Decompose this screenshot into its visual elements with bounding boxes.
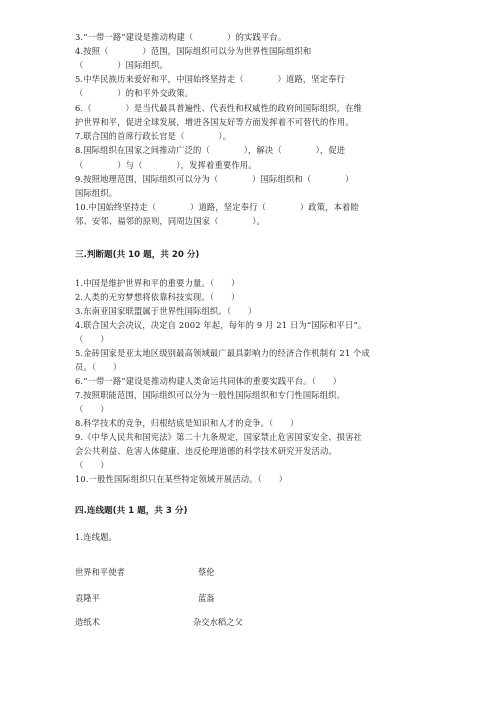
section-heading-judgment: 三.判断题(共 10 题，共 20 分) [75, 250, 200, 260]
fill-line: 9.按照地理范围，国际组织可以分为（ ）国际组织和（ ） [75, 174, 354, 184]
fill-line: 3.“一带一路”建设是推动构建（ ）的实践平台。 [75, 32, 287, 42]
judgment-line: 5.金砖国家是亚太地区级别最高领域最广最具影响力的经济合作机制有 21 个成 [75, 348, 370, 358]
judgment-line: （ ） [75, 404, 109, 414]
matching-right-item[interactable]: 蓝盔 [198, 593, 215, 603]
judgment-line: 9.《中华人民共和国宪法》第二十九条规定，国家禁止危害国家安全、损害社 [75, 432, 362, 442]
matching-left-item[interactable]: 袁隆平 [75, 593, 100, 603]
fill-line: 8.国际组织在国家之间推动广泛的（ ），解决（ ），促进 [75, 145, 346, 155]
section-heading-matching: 四.连线题(共 1 题，共 3 分) [75, 506, 188, 516]
judgment-line: 7.按照职能范围，国际组织可以分为一般性国际组织和专门性国际组织。 [75, 390, 346, 400]
matching-question: 1.连线题。 [75, 532, 118, 542]
judgment-line: 10.一般性国际组织只在某些特定领域开展活动。（ ） [75, 474, 288, 484]
fill-line: 5.中华民族历来爱好和平，中国始终坚持走（ ）道路，坚定奉行 [75, 74, 346, 84]
judgment-line: 3.东南亚国家联盟属于世界性国际组织。（ ） [75, 306, 257, 316]
judgment-line: 4.联合国大会决议，决定自 2002 年起，每年的 9 月 21 日为“国际和平日”。 [75, 320, 367, 330]
fill-line: 10.中国始终坚持走（ ）道路，坚定奉行（ ）政策，本着睦 [75, 202, 359, 212]
fill-line: 邻、安邻、福邻的原则，同周边国家（ ）。 [75, 216, 266, 226]
fill-line: （ ）的和平外交政策。 [75, 88, 194, 98]
matching-right-item[interactable]: 杂交水稻之父 [193, 617, 243, 627]
fill-line: 国际组织。 [75, 188, 118, 198]
judgment-line: （ ） [75, 334, 109, 344]
fill-line: 护世界和平，促进全球发展，增进各国友好等方面发挥着不可替代的作用。 [75, 117, 354, 127]
fill-line: （ ）国际组织。 [75, 60, 168, 70]
fill-line: 7.联合国的首席行政长官是（ ）。 [75, 131, 232, 141]
matching-left-item[interactable]: 世界和平使者 [75, 567, 125, 577]
fill-line: （ ）与（ ），发挥着重要作用。 [75, 160, 257, 170]
judgment-line: （ ） [75, 460, 109, 470]
judgment-line: 6.“一带一路”建设是推动构建人类命运共同体的重要实践平台。（ ） [75, 376, 342, 386]
fill-line: 6.（ ）是当代最具普遍性、代表性和权威性的政府间国际组织，在维 [75, 103, 362, 113]
judgment-line: 8.科学技术的竞争，归根结底是知识和人才的竞争。（ ） [75, 418, 299, 428]
judgment-line: 2.人类的无穷梦想将依靠科技实现。（ ） [75, 292, 240, 302]
matching-left-item[interactable]: 造纸术 [75, 617, 100, 627]
judgment-line: 员。（ ） [75, 362, 122, 372]
matching-right-item[interactable]: 蔡伦 [198, 567, 215, 577]
judgment-line: 1.中国是维护世界和平的重要力量。（ ） [75, 278, 240, 288]
fill-line: 4.按照（ ）范围，国际组织可以分为世界性国际组织和 [75, 46, 312, 56]
judgment-line: 会公共利益、危害人体健康、违反伦理道德的科学技术研究开发活动。 [75, 446, 337, 456]
